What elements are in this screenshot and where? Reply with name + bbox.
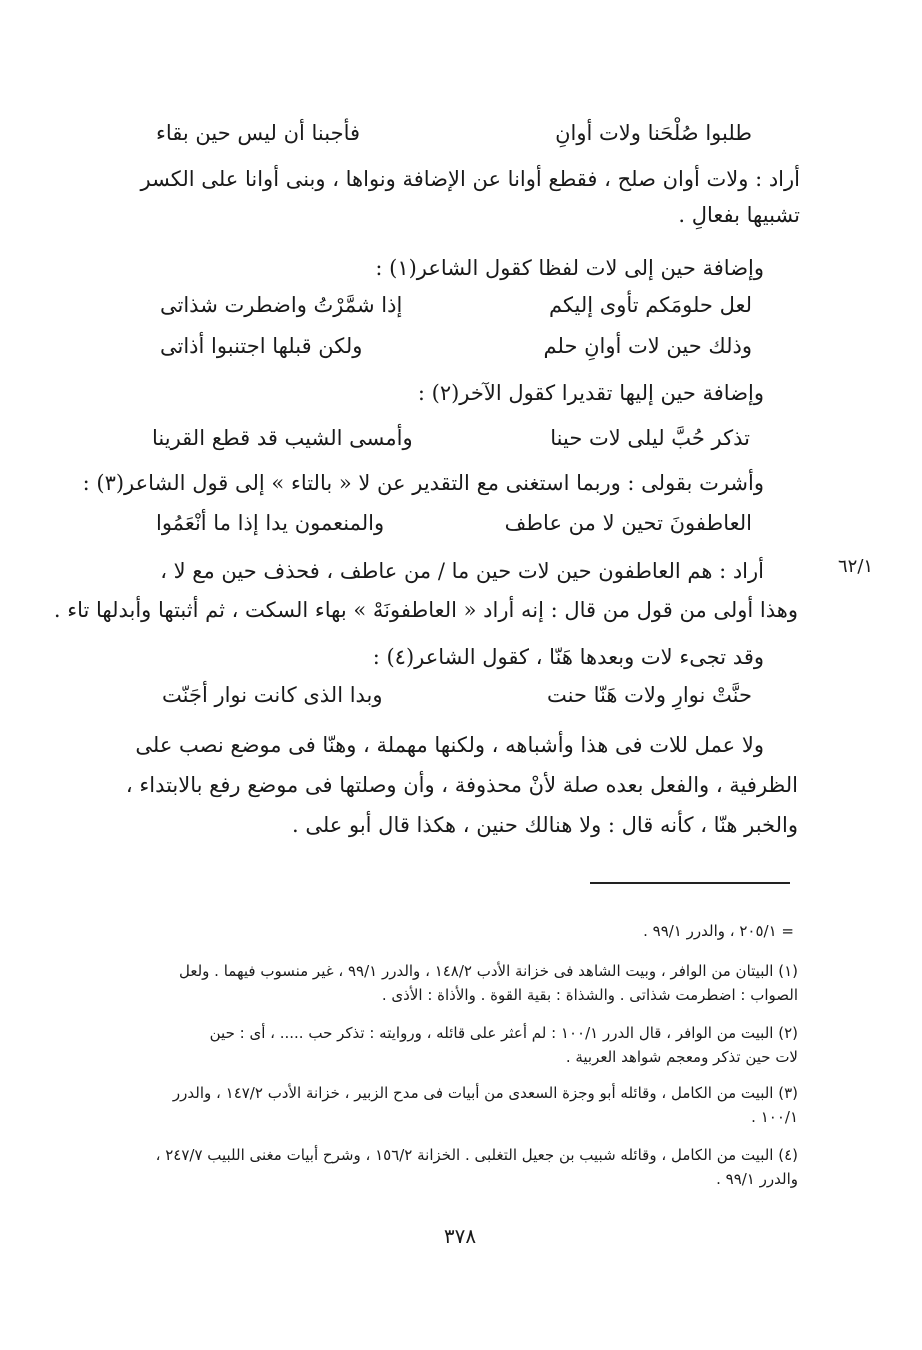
verse-3-first-hemistich: وذلك حين لات أوانِ حلم xyxy=(543,334,752,358)
paragraph-5-line-2: وهذا أولى من قول من قال : إنه أراد « العاطفونَهْ » بهاء السكت ، ثم أثبتها وأبدلها تاء . xyxy=(53,598,798,622)
footnote-3-line-2: ١٠٠/١ . xyxy=(751,1108,798,1126)
paragraph-5-line-1: أراد : هم العاطفون حين لات حين ما / من عاطف ، فحذف حين مع لا ، xyxy=(160,559,764,583)
verse-6-first-hemistich: حنَّتْ نوارِ ولات هَنّا حنت xyxy=(547,683,752,707)
verse-4-first-hemistich: تذكر حُبَّ ليلى لات حينا xyxy=(550,426,750,450)
verse-2-first-hemistich: لعل حلومَكم تأوى إليكم xyxy=(548,293,752,317)
verse-5-second-hemistich: والمنعمون يدا إذا ما أنْعَمُوا xyxy=(156,511,385,535)
footnote-2-line-1: (٢) البيت من الوافر ، قال الدرر ١٠٠/١ : لم أعثر على قائله ، وروايته : تذكر حب ..... ، أى : حين xyxy=(209,1024,798,1042)
paragraph-4: وأشرت بقولى : وربما استغنى مع التقدير عن لا « بالتاء » إلى قول الشاعر(٣) : xyxy=(82,471,764,495)
paragraph-1-line-2: تشبيها بفعالِ . xyxy=(678,203,800,227)
verse-1-first-hemistich: طلبوا صُلْحَنا ولات أوانِ xyxy=(555,121,752,145)
verse-5-first-hemistich: العاطفونَ تحين لا من عاطف xyxy=(504,511,752,535)
verse-1-second-hemistich: فأجبنا أن ليس حين بقاء xyxy=(156,121,361,145)
paragraph-7-line-2: الظرفية ، والفعل بعده صلة لأنْ محذوفة ، وأن وصلتها فى موضع رفع بالابتداء ، xyxy=(125,773,798,797)
verse-3-second-hemistich: ولكن قبلها اجتنبوا أذاتى xyxy=(160,334,363,358)
verse-4 xyxy=(152,423,750,453)
verse-6 xyxy=(162,680,752,710)
page-number: ٣٧٨ xyxy=(443,1224,477,1248)
paragraph-3: وإضافة حين إليها تقديرا كقول الآخر(٢) : xyxy=(417,381,764,405)
verse-1 xyxy=(156,118,752,148)
verse-6-second-hemistich: وبدا الذى كانت نوار أجَنّت xyxy=(162,683,383,707)
paragraph-2: وإضافة حين إلى لات لفظا كقول الشاعر(١) : xyxy=(375,256,764,280)
footnote-divider xyxy=(590,882,790,884)
paragraph-7-line-3: والخبر هنّا ، كأنه قال : ولا هنالك حنين ، هكذا قال أبو على . xyxy=(291,813,798,837)
paragraph-6: وقد تجىء لات وبعدها هَنّا ، كقول الشاعر(٤) : xyxy=(372,645,764,669)
margin-reference: ٦٢/١ xyxy=(838,556,874,577)
verse-2 xyxy=(160,290,752,320)
footnote-3-line-1: (٣) البيت من الكامل ، وقائله أبو وجزة السعدى من أبيات فى مدح الزبير ، خزانة الأدب ١٤٧/٢ ، والدرر xyxy=(172,1084,798,1102)
paragraph-1-line-1: أراد : ولات أوان صلح ، فقطع أوانا عن الإضافة ونواها ، وبنى أوانا على الكسر xyxy=(140,167,800,191)
footnote-4-line-1: (٤) البيت من الكامل ، وقائله شبيب بن جعيل التغلبى . الخزانة ١٥٦/٢ ، وشرح أبيات مغنى اللبيب ٢٤٧/٧ ، xyxy=(155,1146,798,1164)
verse-5 xyxy=(156,508,752,538)
footnote-1-line-1: (١) البيتان من الوافر ، وبيت الشاهد فى خزانة الأدب ١٤٨/٢ ، والدرر ٩٩/١ ، غير منسوب فيهما . ولعل xyxy=(179,962,798,980)
verse-2-second-hemistich: إذا شمَّرْتُ واضطرت شذاتى xyxy=(160,293,403,317)
verse-4-second-hemistich: وأمسى الشيب قد قطع القرينا xyxy=(152,426,413,450)
footnote-continuation: = ٢٠٥/١ ، والدرر ٩٩/١ . xyxy=(643,922,794,940)
verse-3 xyxy=(160,331,752,361)
footnote-2-line-2: لات حين تذكر ومعجم شواهد العربية . xyxy=(565,1048,798,1066)
paragraph-7-line-1: ولا عمل للات فى هذا وأشباهه ، ولكنها مهملة ، وهنّا فى موضع نصب على xyxy=(135,733,764,757)
footnote-4-line-2: والدرر ٩٩/١ . xyxy=(716,1170,798,1188)
footnote-1-line-2: الصواب : اضطرمت شذاتى . والشذاة : بقية القوة . والأذاة : الأذى . xyxy=(381,986,798,1004)
